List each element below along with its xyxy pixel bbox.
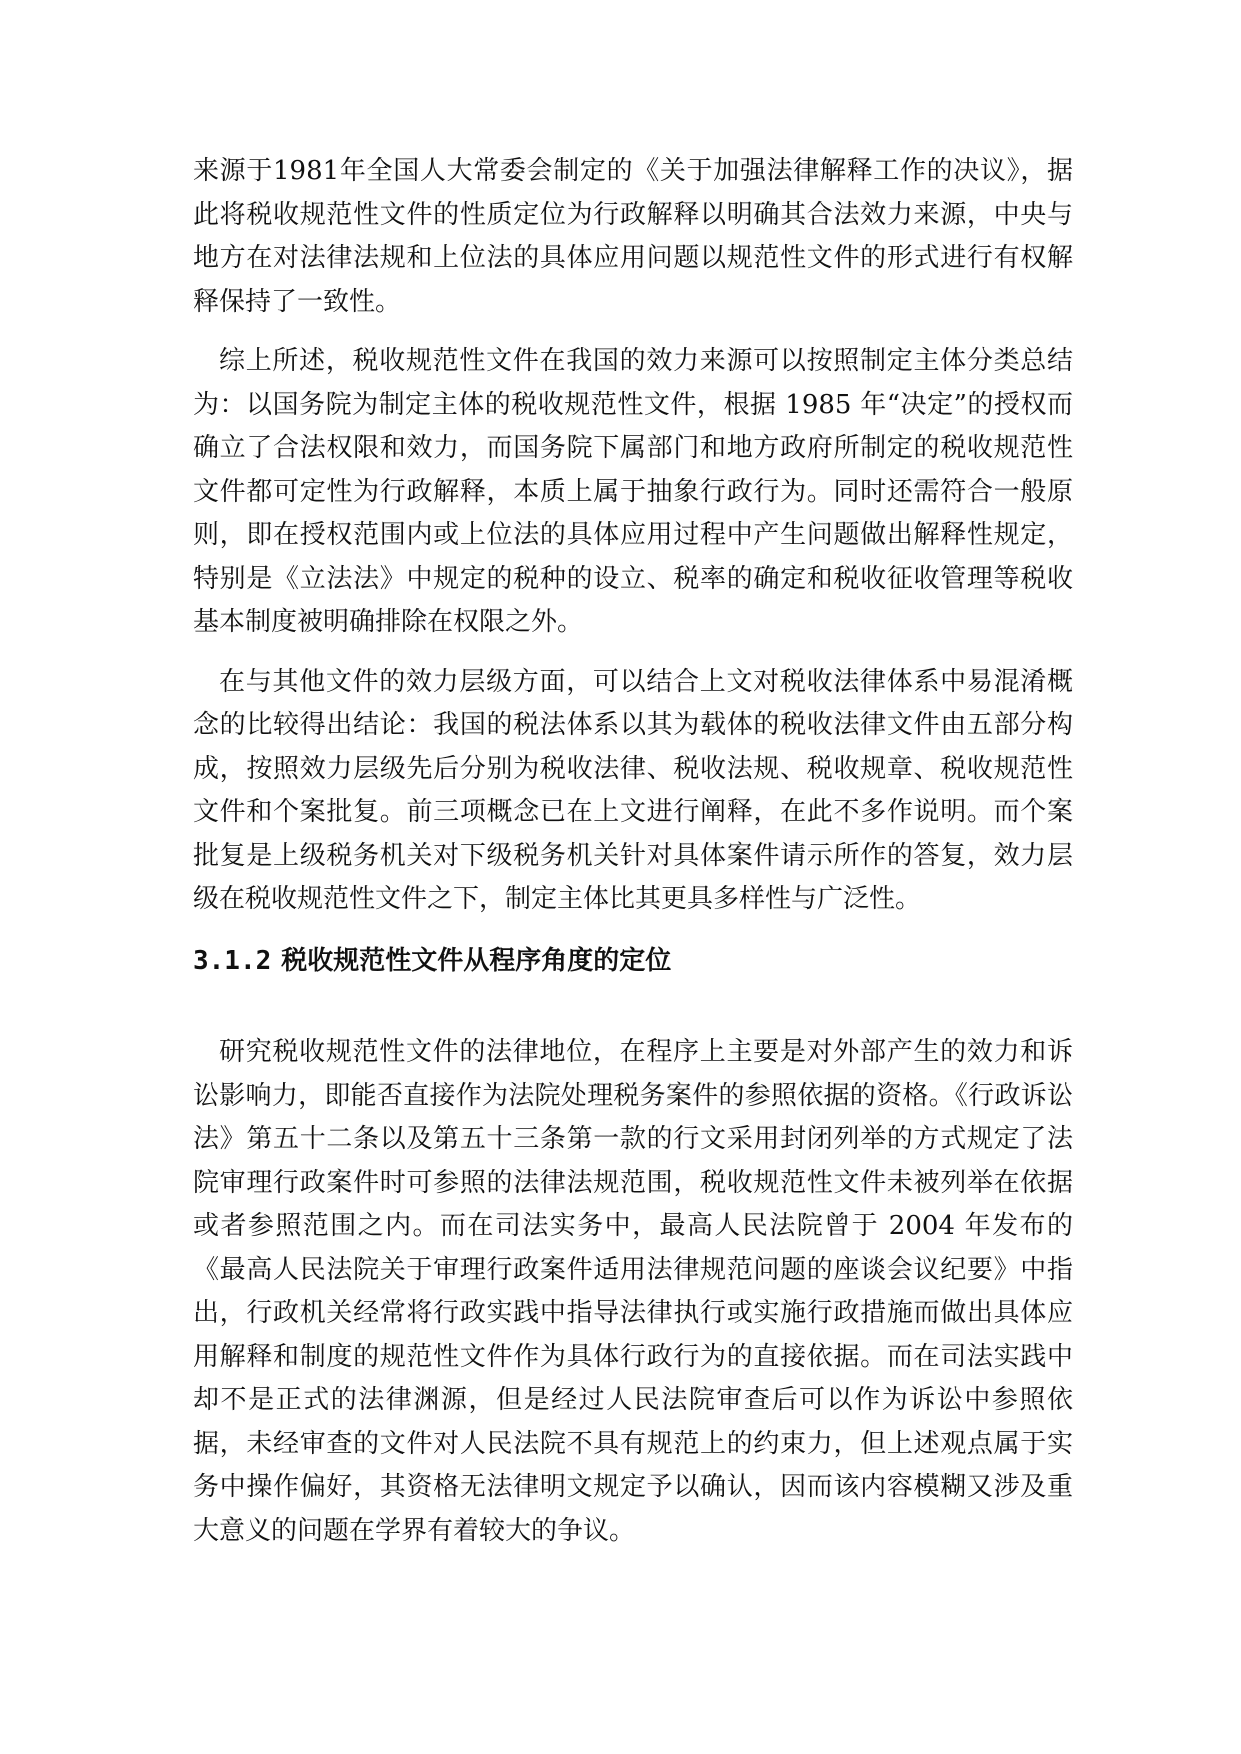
paragraph-summary: 综上所述，税收规范性文件在我国的效力来源可以按照制定主体分类总结为：以国务院为制定主体的税收规范性文件，根据 1985 年“决定”的授权而确立了合法权限和效力，而国务院下属部门和地方政府所制定的税收规范性文件都可定性为行政解释，本质上属于抽象行政行为。同时还需符合一般原则，即在授权范围内或上位法的具体应用过程中产生问题做出解释性规定，特别是《立法法》中规定的税种的设立、税率的确定和税收征收管理等税收基本制度被明确排除在权限之外。 [193, 346, 1073, 637]
section-title: 税收规范性文件从程序角度的定位 [281, 945, 672, 976]
section-number: 3.1.2 [193, 945, 272, 976]
section-heading [193, 940, 1073, 984]
page-content [193, 150, 1073, 1553]
paragraph-hierarchy: 在与其他文件的效力层级方面，可以结合上文对税收法律体系中易混淆概念的比较得出结论：我国的税法体系以其为载体的税收法律文件由五部分构成，按照效力层级先后分别为税收法律、税收法规、税收规章、税收规范性文件和个案批复。前三项概念已在上文进行阐释，在此不多作说明。而个案批复是上级税务机关对下级税务机关针对具体案件请示所作的答复，效力层级在税收规范性文件之下，制定主体比其更具多样性与广泛性。 [193, 666, 1073, 914]
paragraph-continued: 来源于1981年全国人大常委会制定的《关于加强法律解释工作的决议》，据此将税收规范性文件的性质定位为行政解释以明确其合法效力来源，中央与地方在对法律法规和上位法的具体应用问题以规范性文件的形式进行有权解释保持了一致性。 [193, 156, 1073, 317]
paragraph-procedure: 研究税收规范性文件的法律地位，在程序上主要是对外部产生的效力和诉讼影响力，即能否直接作为法院处理税务案件的参照依据的资格。《行政诉讼法》第五十二条以及第五十三条第一款的行文采用封闭列举的方式规定了法院审理行政案件时可参照的法律法规范围，税收规范性文件未被列举在依据或者参照范围之内。而在司法实务中，最高人民法院曾于 2004 年发布的《最高人民法院关于审理行政案件适用法律规范问题的座谈会议纪要》中指出，行政机关经常将行政实践中指导法律执行或实施行政措施而做出具体应用解释和制度的规范性文件作为具体行政行为的直接依据。而在司法实践中却不是正式的法律渊源，但是经过人民法院审查后可以作为诉讼中参照依据，未经审查的文件对人民法院不具有规范上的约束力，但上述观点属于实务中操作偏好，其资格无法律明文规定予以确认，因而该内容模糊又涉及重大意义的问题在学界有着较大的争议。 [193, 1037, 1073, 1546]
